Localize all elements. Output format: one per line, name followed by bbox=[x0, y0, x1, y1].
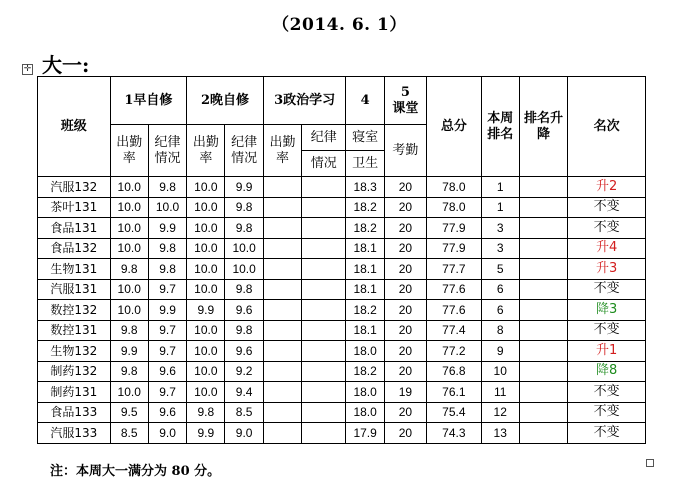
morning-discipline-cell: 9.6 bbox=[148, 402, 186, 423]
political-discipline-cell bbox=[302, 218, 346, 239]
class-cell: 制药132 bbox=[38, 361, 111, 382]
header-total: 总分 bbox=[427, 77, 481, 177]
evening-attend-cell: 10.0 bbox=[187, 361, 225, 382]
table-row bbox=[38, 259, 646, 280]
header-attend-3-line1: 出勤 bbox=[269, 134, 296, 150]
political-discipline-cell bbox=[302, 238, 346, 259]
evening-attend-cell: 9.9 bbox=[187, 423, 225, 444]
evening-attend-cell: 10.0 bbox=[187, 177, 225, 198]
total-cell: 74.3 bbox=[427, 423, 481, 444]
check-cell: 20 bbox=[384, 259, 426, 280]
dorm-cell: 18.3 bbox=[346, 177, 384, 198]
evening-discipline-cell: 9.8 bbox=[225, 320, 263, 341]
morning-attend-cell: 10.0 bbox=[110, 279, 148, 300]
rank-cell: 5 bbox=[481, 259, 519, 280]
rank-cell: 1 bbox=[481, 177, 519, 198]
header-discipline-3-line1: 纪律 bbox=[302, 125, 346, 151]
morning-discipline-cell: 9.9 bbox=[148, 218, 186, 239]
dorm-cell: 18.2 bbox=[346, 218, 384, 239]
morning-attend-cell: 9.8 bbox=[110, 361, 148, 382]
morning-attend-cell: 10.0 bbox=[110, 382, 148, 403]
scores-table bbox=[37, 76, 646, 444]
rank-cell: 9 bbox=[481, 341, 519, 362]
evening-attend-cell: 10.0 bbox=[187, 382, 225, 403]
morning-discipline-cell: 9.8 bbox=[148, 259, 186, 280]
header-week-rank-line2: 排名 bbox=[487, 126, 514, 142]
rank-change-cell bbox=[519, 300, 567, 321]
table-row bbox=[38, 300, 646, 321]
position-cell: 升1 bbox=[568, 341, 646, 362]
morning-discipline-cell: 9.0 bbox=[148, 423, 186, 444]
rank-cell: 1 bbox=[481, 197, 519, 218]
section-heading: 大一: bbox=[42, 53, 90, 77]
morning-attend-cell: 10.0 bbox=[110, 177, 148, 198]
rank-change-cell bbox=[519, 238, 567, 259]
morning-discipline-cell: 9.6 bbox=[148, 361, 186, 382]
header-rank-change-line1: 排名升 bbox=[524, 110, 564, 126]
header-evening-study: 2晚自修 bbox=[187, 77, 264, 125]
dorm-cell: 18.2 bbox=[346, 361, 384, 382]
header-morning-study: 1早自修 bbox=[110, 77, 187, 125]
political-attend-cell bbox=[263, 279, 301, 300]
evening-discipline-cell: 9.0 bbox=[225, 423, 263, 444]
header-discipline-1 bbox=[148, 125, 186, 177]
header-dorm-line1: 寝室 bbox=[346, 125, 384, 151]
morning-attend-cell: 9.5 bbox=[110, 402, 148, 423]
total-cell: 76.8 bbox=[427, 361, 481, 382]
evening-discipline-cell: 10.0 bbox=[225, 259, 263, 280]
rank-cell: 11 bbox=[481, 382, 519, 403]
check-cell: 20 bbox=[384, 402, 426, 423]
rank-change-cell bbox=[519, 197, 567, 218]
position-cell: 降8 bbox=[568, 361, 646, 382]
header-attend-2 bbox=[187, 125, 225, 177]
position-cell: 不变 bbox=[568, 218, 646, 239]
check-cell: 20 bbox=[384, 177, 426, 198]
morning-attend-cell: 10.0 bbox=[110, 238, 148, 259]
header-rank-change-line2: 降 bbox=[537, 126, 551, 142]
position-cell: 不变 bbox=[568, 423, 646, 444]
table-row bbox=[38, 177, 646, 198]
position-cell: 不变 bbox=[568, 320, 646, 341]
header-dorm-number: 4 bbox=[346, 77, 384, 125]
dorm-cell: 18.1 bbox=[346, 238, 384, 259]
table-row bbox=[38, 320, 646, 341]
evening-attend-cell: 10.0 bbox=[187, 197, 225, 218]
class-cell: 数控132 bbox=[38, 300, 111, 321]
dorm-cell: 18.0 bbox=[346, 382, 384, 403]
morning-attend-cell: 9.9 bbox=[110, 341, 148, 362]
morning-attend-cell: 9.8 bbox=[110, 320, 148, 341]
evening-attend-cell: 10.0 bbox=[187, 320, 225, 341]
morning-discipline-cell: 9.8 bbox=[148, 238, 186, 259]
rank-cell: 6 bbox=[481, 300, 519, 321]
dorm-cell: 17.9 bbox=[346, 423, 384, 444]
political-discipline-cell bbox=[302, 259, 346, 280]
position-cell: 不变 bbox=[568, 279, 646, 300]
dorm-cell: 18.0 bbox=[346, 341, 384, 362]
total-cell: 77.4 bbox=[427, 320, 481, 341]
rank-change-cell bbox=[519, 382, 567, 403]
class-cell: 生物131 bbox=[38, 259, 111, 280]
evening-discipline-cell: 9.6 bbox=[225, 300, 263, 321]
position-cell: 升3 bbox=[568, 259, 646, 280]
dorm-cell: 18.2 bbox=[346, 197, 384, 218]
rank-cell: 13 bbox=[481, 423, 519, 444]
table-move-handle-icon[interactable]: ✛ bbox=[23, 64, 32, 74]
political-discipline-cell bbox=[302, 279, 346, 300]
rank-change-cell bbox=[519, 218, 567, 239]
header-discipline-3-line2: 情况 bbox=[302, 151, 346, 177]
rank-cell: 3 bbox=[481, 218, 519, 239]
check-cell: 20 bbox=[384, 238, 426, 259]
political-attend-cell bbox=[263, 300, 301, 321]
class-cell: 汽服132 bbox=[38, 177, 111, 198]
evening-discipline-cell: 9.9 bbox=[225, 177, 263, 198]
position-cell: 降3 bbox=[568, 300, 646, 321]
evening-attend-cell: 10.0 bbox=[187, 238, 225, 259]
table-row bbox=[38, 341, 646, 362]
total-cell: 75.4 bbox=[427, 402, 481, 423]
rank-change-cell bbox=[519, 423, 567, 444]
dorm-cell: 18.1 bbox=[346, 320, 384, 341]
header-political-study: 3政治学习 bbox=[263, 77, 346, 125]
class-cell: 食品132 bbox=[38, 238, 111, 259]
header-week-rank-line1: 本周 bbox=[487, 110, 514, 126]
rank-change-cell bbox=[519, 259, 567, 280]
header-check: 考勤 bbox=[384, 125, 426, 177]
total-cell: 77.7 bbox=[427, 259, 481, 280]
position-cell: 升2 bbox=[568, 177, 646, 198]
evening-discipline-cell: 8.5 bbox=[225, 402, 263, 423]
rank-cell: 8 bbox=[481, 320, 519, 341]
check-cell: 20 bbox=[384, 300, 426, 321]
evening-attend-cell: 9.8 bbox=[187, 402, 225, 423]
class-cell: 汽服133 bbox=[38, 423, 111, 444]
morning-discipline-cell: 9.8 bbox=[148, 177, 186, 198]
political-discipline-cell bbox=[302, 361, 346, 382]
evening-discipline-cell: 9.8 bbox=[225, 279, 263, 300]
political-attend-cell bbox=[263, 402, 301, 423]
political-attend-cell bbox=[263, 197, 301, 218]
header-discipline-1-line1: 纪律 bbox=[154, 134, 181, 150]
header-dorm-line2: 卫生 bbox=[346, 151, 384, 177]
class-cell: 制药131 bbox=[38, 382, 111, 403]
political-attend-cell bbox=[263, 177, 301, 198]
morning-attend-cell: 8.5 bbox=[110, 423, 148, 444]
dorm-cell: 18.2 bbox=[346, 300, 384, 321]
check-cell: 20 bbox=[384, 423, 426, 444]
total-cell: 77.2 bbox=[427, 341, 481, 362]
check-cell: 20 bbox=[384, 197, 426, 218]
rank-cell: 10 bbox=[481, 361, 519, 382]
evening-attend-cell: 10.0 bbox=[187, 218, 225, 239]
morning-discipline-cell: 9.9 bbox=[148, 300, 186, 321]
rank-change-cell bbox=[519, 320, 567, 341]
rank-change-cell bbox=[519, 402, 567, 423]
dorm-cell: 18.1 bbox=[346, 279, 384, 300]
political-attend-cell bbox=[263, 341, 301, 362]
evening-discipline-cell: 10.0 bbox=[225, 238, 263, 259]
political-discipline-cell bbox=[302, 197, 346, 218]
political-discipline-cell bbox=[302, 320, 346, 341]
political-discipline-cell bbox=[302, 382, 346, 403]
check-cell: 20 bbox=[384, 361, 426, 382]
political-discipline-cell bbox=[302, 177, 346, 198]
political-attend-cell bbox=[263, 361, 301, 382]
table-body bbox=[38, 177, 646, 444]
political-attend-cell bbox=[263, 218, 301, 239]
morning-discipline-cell: 9.7 bbox=[148, 320, 186, 341]
rank-cell: 6 bbox=[481, 279, 519, 300]
evening-attend-cell: 9.9 bbox=[187, 300, 225, 321]
class-cell: 数控131 bbox=[38, 320, 111, 341]
rank-change-cell bbox=[519, 341, 567, 362]
political-attend-cell bbox=[263, 238, 301, 259]
header-week-rank bbox=[481, 77, 519, 177]
morning-discipline-cell: 9.7 bbox=[148, 341, 186, 362]
header-rank-change bbox=[519, 77, 567, 177]
footnote: 注：本周大一满分为 80 分。 bbox=[50, 464, 221, 479]
total-cell: 78.0 bbox=[427, 197, 481, 218]
table-row bbox=[38, 382, 646, 403]
rank-cell: 3 bbox=[481, 238, 519, 259]
header-discipline-2-line2: 情况 bbox=[231, 150, 258, 166]
header-classroom-number: 5 bbox=[400, 84, 410, 100]
position-cell: 不变 bbox=[568, 197, 646, 218]
evening-attend-cell: 10.0 bbox=[187, 259, 225, 280]
check-cell: 20 bbox=[384, 279, 426, 300]
header-position: 名次 bbox=[568, 77, 646, 177]
rank-change-cell bbox=[519, 177, 567, 198]
header-attend-3 bbox=[263, 125, 301, 177]
position-cell: 不变 bbox=[568, 382, 646, 403]
rank-cell: 12 bbox=[481, 402, 519, 423]
table-row bbox=[38, 423, 646, 444]
class-cell: 生物132 bbox=[38, 341, 111, 362]
rank-change-cell bbox=[519, 361, 567, 382]
check-cell: 20 bbox=[384, 320, 426, 341]
header-classroom bbox=[384, 77, 426, 125]
check-cell: 19 bbox=[384, 382, 426, 403]
morning-attend-cell: 10.0 bbox=[110, 197, 148, 218]
table-row bbox=[38, 218, 646, 239]
evening-attend-cell: 10.0 bbox=[187, 279, 225, 300]
header-class: 班级 bbox=[38, 77, 111, 177]
check-cell: 20 bbox=[384, 218, 426, 239]
dorm-cell: 18.1 bbox=[346, 259, 384, 280]
morning-attend-cell: 9.8 bbox=[110, 259, 148, 280]
evening-discipline-cell: 9.6 bbox=[225, 341, 263, 362]
header-attend-1 bbox=[110, 125, 148, 177]
header-attend-1-line1: 出勤 bbox=[116, 134, 143, 150]
total-cell: 77.6 bbox=[427, 300, 481, 321]
class-cell: 食品133 bbox=[38, 402, 111, 423]
morning-attend-cell: 10.0 bbox=[110, 218, 148, 239]
header-classroom-label: 课堂 bbox=[392, 100, 419, 116]
header-attend-2-line2: 率 bbox=[199, 150, 213, 166]
header-attend-1-line2: 率 bbox=[122, 150, 136, 166]
political-attend-cell bbox=[263, 259, 301, 280]
political-attend-cell bbox=[263, 320, 301, 341]
evening-discipline-cell: 9.8 bbox=[225, 218, 263, 239]
political-discipline-cell bbox=[302, 341, 346, 362]
total-cell: 77.9 bbox=[427, 238, 481, 259]
table-row bbox=[38, 279, 646, 300]
morning-discipline-cell: 10.0 bbox=[148, 197, 186, 218]
class-cell: 食品131 bbox=[38, 218, 111, 239]
table-row bbox=[38, 197, 646, 218]
header-discipline-2 bbox=[225, 125, 263, 177]
table-row bbox=[38, 361, 646, 382]
political-discipline-cell bbox=[302, 300, 346, 321]
header-discipline-2-line1: 纪律 bbox=[231, 134, 258, 150]
table-resize-handle-icon[interactable] bbox=[646, 459, 654, 467]
evening-attend-cell: 10.0 bbox=[187, 341, 225, 362]
morning-attend-cell: 10.0 bbox=[110, 300, 148, 321]
political-attend-cell bbox=[263, 423, 301, 444]
evening-discipline-cell: 9.8 bbox=[225, 197, 263, 218]
position-cell: 升4 bbox=[568, 238, 646, 259]
morning-discipline-cell: 9.7 bbox=[148, 382, 186, 403]
morning-discipline-cell: 9.7 bbox=[148, 279, 186, 300]
dorm-cell: 18.0 bbox=[346, 402, 384, 423]
position-cell: 不变 bbox=[568, 402, 646, 423]
political-discipline-cell bbox=[302, 423, 346, 444]
political-discipline-cell bbox=[302, 402, 346, 423]
total-cell: 78.0 bbox=[427, 177, 481, 198]
evening-discipline-cell: 9.2 bbox=[225, 361, 263, 382]
report-date: （2014. 6. 1） bbox=[272, 15, 407, 35]
table-row bbox=[38, 402, 646, 423]
class-cell: 汽服131 bbox=[38, 279, 111, 300]
header-discipline-1-line2: 情况 bbox=[154, 150, 181, 166]
header-attend-2-line1: 出勤 bbox=[192, 134, 219, 150]
political-attend-cell bbox=[263, 382, 301, 403]
table-row bbox=[38, 238, 646, 259]
total-cell: 76.1 bbox=[427, 382, 481, 403]
total-cell: 77.9 bbox=[427, 218, 481, 239]
class-cell: 茶叶131 bbox=[38, 197, 111, 218]
header-attend-3-line2: 率 bbox=[275, 150, 289, 166]
evening-discipline-cell: 9.4 bbox=[225, 382, 263, 403]
check-cell: 20 bbox=[384, 341, 426, 362]
total-cell: 77.6 bbox=[427, 279, 481, 300]
rank-change-cell bbox=[519, 279, 567, 300]
